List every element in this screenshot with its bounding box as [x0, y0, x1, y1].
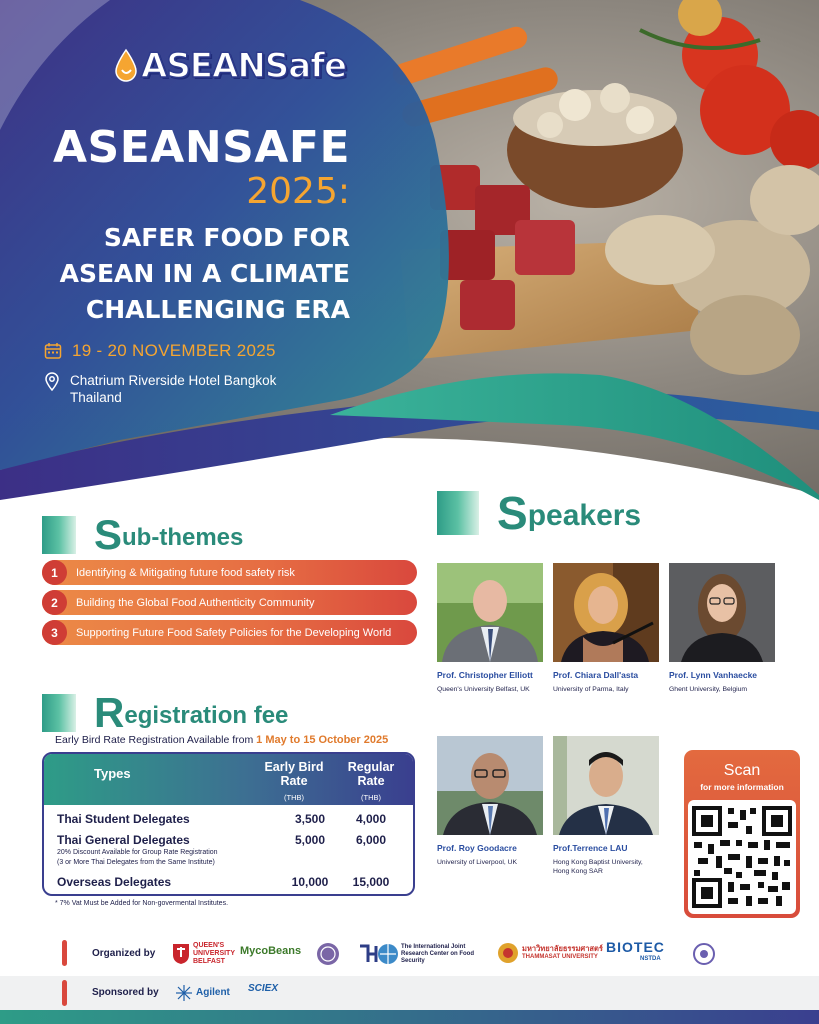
subtheme-text: Identifying & Mitigating future food safety risk	[76, 566, 295, 579]
event-date	[44, 341, 276, 361]
group-discount-condition: (3 or More Thai Delegates from the Same Institute)	[57, 859, 215, 866]
headline-line5: CHALLENGING ERA	[85, 295, 350, 324]
speaker-photo	[669, 563, 775, 662]
heading-accent-square	[42, 516, 76, 554]
accent-bar	[62, 980, 67, 1006]
subtheme-text: Building the Global Food Authenticity Community	[76, 596, 315, 609]
qub-logo-text: QUEEN'S UNIVERSITY BELFAST	[193, 942, 235, 965]
speaker-photo	[437, 736, 543, 835]
speakers-heading	[437, 487, 642, 539]
calendar-icon	[44, 342, 62, 360]
scan-title: Scan	[723, 762, 761, 779]
col-regular	[326, 760, 415, 805]
speaker-photo	[437, 563, 543, 662]
tjc-emblem-icon	[358, 940, 398, 968]
speaker-name: Prof. Chiara Dall'asta	[553, 670, 639, 680]
round-logo	[692, 942, 716, 966]
speaker-name: Prof. Christopher Elliott	[437, 670, 533, 680]
delegate-type: Overseas Delegates	[57, 875, 172, 889]
sciex-logo	[248, 985, 278, 993]
regular-rate: 4,000	[355, 812, 387, 826]
spark-icon	[176, 985, 192, 1001]
fee-table-header	[44, 754, 413, 805]
col-early-line1: Early Bird	[264, 760, 324, 774]
agilent-logo-text: Agilent	[196, 987, 230, 998]
subtheme-number: 1	[42, 560, 67, 585]
nstda-logo-text: NSTDA	[640, 956, 661, 962]
speaker-affiliation: Ghent University, Belgium	[669, 686, 748, 693]
speaker-photo	[553, 563, 659, 662]
vat-note: * 7% Vat Must be Added for Non-govermental Institutes.	[55, 900, 229, 907]
speaker-card	[437, 736, 543, 867]
headline-year: 2025:	[246, 171, 350, 212]
headline-line4: ASEAN IN A CLIMATE	[59, 259, 350, 288]
col-regular-line2: Rate	[357, 774, 385, 788]
sponsored-by-label: Sponsored by	[92, 987, 159, 998]
speaker-affiliation-line2: Hong Kong SAR	[553, 868, 603, 875]
speaker-affiliation: University of Parma, Italy	[553, 686, 629, 693]
subtheme-item	[42, 620, 417, 645]
speaker-name: Prof.Terrence LAU	[553, 843, 628, 853]
mycobeans-logo-text: MycoBeans	[240, 945, 302, 957]
early-bird-dates: 1 May to 15 October 2025	[256, 734, 389, 746]
early-rate: 5,000	[294, 833, 326, 847]
registration-heading	[42, 690, 288, 736]
heading-initial: S	[94, 511, 123, 558]
round-emblem-icon	[692, 942, 716, 966]
regular-rate: 6,000	[355, 833, 387, 847]
subtheme-text: Supporting Future Food Safety Policies for the Developing World	[76, 626, 392, 639]
qr-code[interactable]	[688, 800, 796, 914]
mycobeans-logo	[240, 947, 301, 955]
seal-logo	[316, 942, 340, 966]
early-bird-notice	[55, 734, 388, 746]
speaker-photo	[553, 736, 659, 835]
accent-bar	[62, 940, 67, 966]
biotec-logo-text: BIOTEC	[606, 939, 665, 955]
event-date-text: 19 - 20 NOVEMBER 2025	[72, 341, 276, 360]
table-row	[57, 875, 402, 889]
heading-initial: R	[94, 689, 125, 736]
speaker-affiliation: University of Liverpool, UK	[437, 859, 518, 866]
registration-fee-table	[42, 752, 415, 896]
headline-line1: ASEANSAFE	[52, 122, 350, 173]
heading-initial: S	[497, 487, 528, 539]
location-country: Thailand	[70, 390, 122, 405]
organizers-band	[0, 936, 819, 976]
aseansafe-logo	[113, 46, 346, 86]
subtheme-item	[42, 590, 417, 615]
speaker-card	[669, 563, 775, 694]
heading-accent-square	[42, 694, 76, 732]
speaker-affiliation: Queen's University Belfast, UK	[437, 686, 530, 693]
tjc-logo-text: The International Joint Research Center on Food Security	[401, 943, 475, 964]
delegate-type: Thai Student Delegates	[57, 812, 190, 826]
col-unit: (THB)	[284, 793, 304, 802]
location-pin-icon	[44, 372, 60, 392]
water-drop-icon	[113, 48, 139, 84]
col-early-line2: Rate	[280, 774, 308, 788]
col-regular-line1: Regular	[347, 760, 395, 774]
early-rate: 3,500	[294, 812, 326, 826]
sponsors-band	[0, 976, 819, 1010]
heading-rest: egistration fee	[124, 702, 289, 729]
thammasat-thai-text: มหาวิทยาลัยธรรมศาสตร์	[522, 944, 603, 953]
regular-rate: 15,000	[352, 875, 390, 889]
organized-by-label: Organized by	[92, 948, 156, 959]
heading-rest: ub-themes	[122, 524, 244, 551]
agilent-logo	[176, 985, 230, 1001]
shield-icon	[172, 943, 190, 965]
qr-code-icon	[688, 800, 796, 914]
biotec-logo	[606, 940, 665, 963]
subthemes-list	[42, 560, 417, 650]
thammasat-emblem-icon	[497, 942, 519, 964]
table-row	[57, 833, 402, 867]
speaker-name: Prof. Roy Goodacre	[437, 843, 517, 853]
event-headline	[0, 124, 350, 328]
col-unit: (THB)	[361, 793, 381, 802]
group-discount-note: 20% Discount Available for Group Rate Registration	[57, 849, 218, 856]
scan-qr-panel[interactable]	[684, 750, 800, 918]
thammasat-logo	[497, 942, 603, 964]
subtheme-number: 2	[42, 590, 67, 615]
speaker-name: Prof. Lynn Vanhaecke	[669, 670, 758, 680]
event-location	[44, 372, 276, 406]
sciex-logo-text: SCIEX	[248, 983, 279, 994]
tjc-logo	[358, 940, 479, 968]
table-row	[57, 812, 402, 826]
early-bird-prefix: Early Bird Rate Registration Available from	[55, 734, 257, 746]
speaker-affiliation: Hong Kong Baptist University,	[553, 859, 643, 866]
scan-subtitle: for more information	[700, 782, 784, 792]
subtheme-item	[42, 560, 417, 585]
speaker-card	[437, 563, 543, 694]
early-rate: 10,000	[291, 875, 329, 889]
thammasat-english-text: THAMMASAT UNIVERSITY	[522, 954, 598, 960]
subtheme-number: 3	[42, 620, 67, 645]
delegate-type: Thai General Delegates	[57, 833, 190, 847]
seal-icon	[316, 942, 340, 966]
speaker-card	[553, 736, 659, 876]
col-types: Types	[94, 766, 131, 781]
hero-banner	[0, 0, 819, 500]
location-venue: Chatrium Riverside Hotel Bangkok	[70, 373, 277, 388]
subthemes-heading	[42, 512, 243, 558]
logo-text: ASEANSafe	[141, 46, 347, 86]
headline-line3: SAFER FOOD FOR	[103, 223, 350, 252]
bottom-color-strip	[0, 1010, 819, 1024]
speaker-card	[553, 563, 659, 694]
heading-rest: peakers	[527, 499, 642, 532]
heading-accent-square	[437, 491, 479, 535]
